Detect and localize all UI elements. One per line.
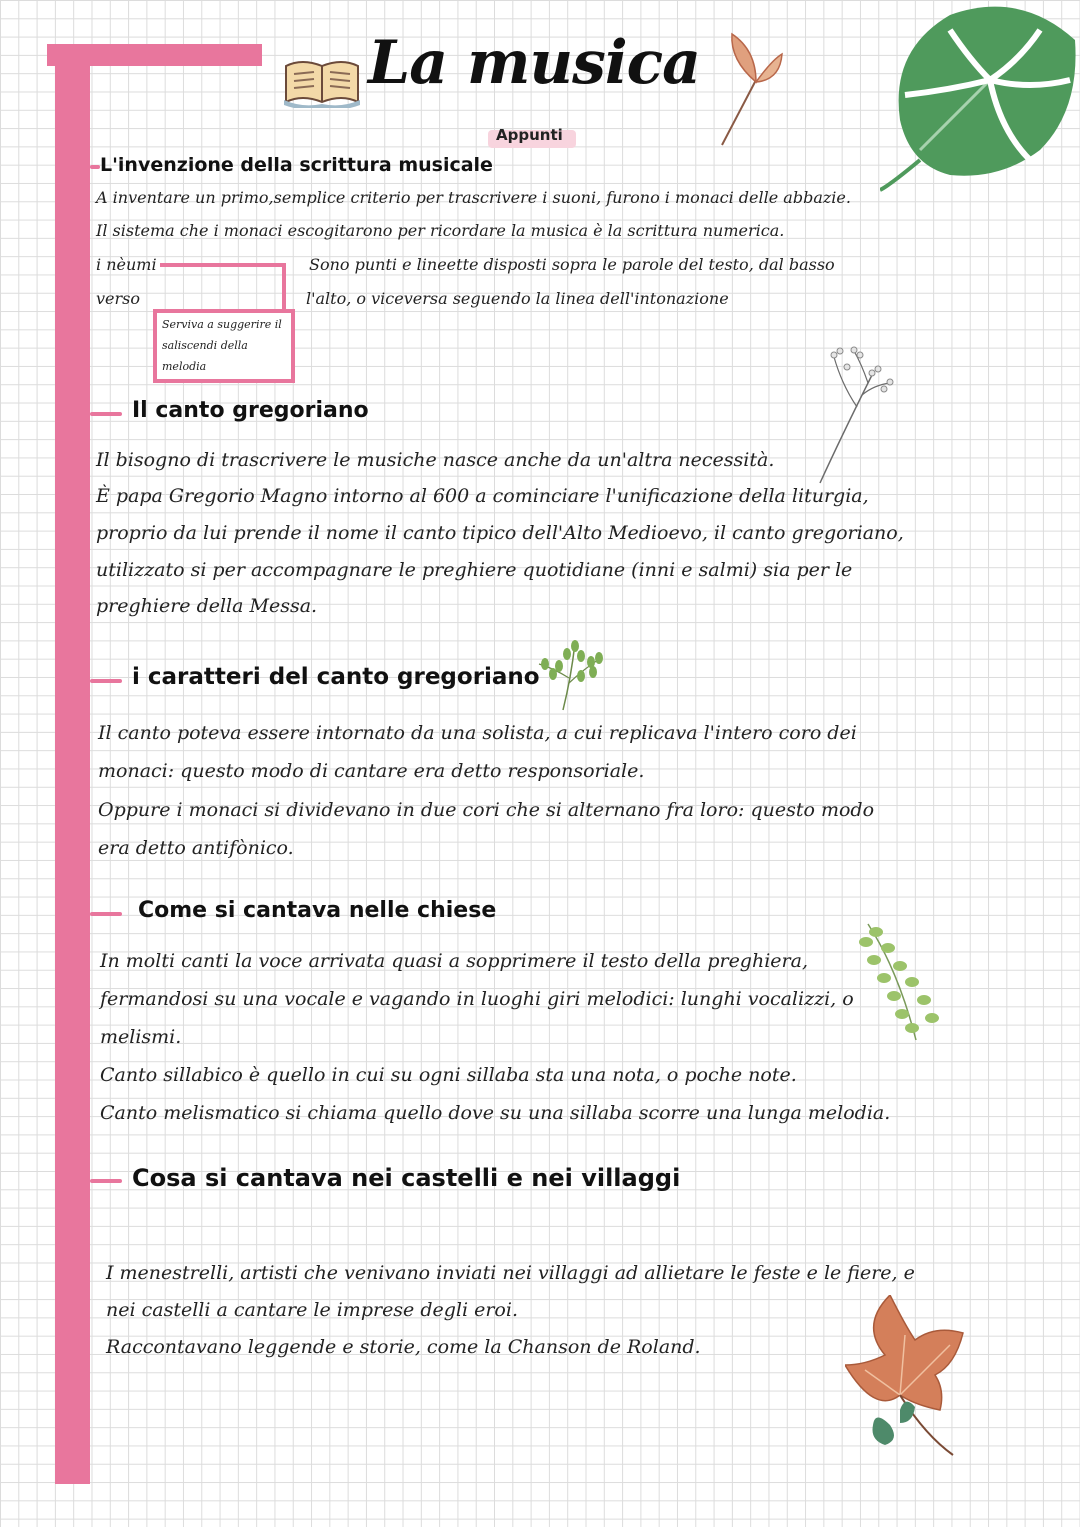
section-2-line-3: proprio da lui prende il nome il canto tipico dell'Alto Medioevo, il canto gregoriano, (96, 522, 904, 544)
section-3-line-4: era detto antifònico. (98, 837, 294, 859)
section-marker (90, 165, 100, 169)
section-2-line-5: preghiere della Messa. (96, 595, 318, 617)
section-3-line-2: monaci: questo modo di cantare era detto responsoriale. (98, 760, 645, 782)
page-title: La musica (368, 28, 701, 98)
margin-bar (55, 44, 90, 1484)
note-line-2: saliscendi della (162, 339, 248, 352)
section-5-line-2: nei castelli a cantare le imprese degli eroi. (106, 1299, 518, 1321)
section-marker (90, 912, 122, 916)
section-heading-5: Cosa si cantava nei castelli e nei villaggi (132, 1164, 681, 1192)
section-heading-3: i caratteri del canto gregoriano (132, 664, 540, 690)
section-1-line-2: Il sistema che i monaci escogitarono per ricordare la musica è la scrittura numerica. (96, 221, 785, 240)
section-marker (90, 412, 122, 416)
term-verso: verso (96, 289, 140, 308)
section-4-line-5: Canto melismatico si chiama quello dove su una sillaba scorre una lunga melodia. (100, 1102, 891, 1124)
section-heading-2: Il canto gregoriano (132, 398, 369, 423)
section-3-line-1: Il canto poteva essere intornato da una solista, a cui replicava l'intero coro dei (98, 722, 857, 744)
green-sprig-icon (535, 638, 605, 713)
section-5-line-3: Raccontavano leggende e storie, come la Chanson de Roland. (106, 1336, 701, 1358)
autumn-leaf-icon (712, 30, 784, 148)
section-5-line-1: I menestrelli, artisti che venivano inviati nei villaggi ad allietare le feste e le fiere, e (106, 1262, 915, 1284)
section-2-line-2: È papa Gregorio Magno intorno al 600 a cominciare l'unificazione della liturgia, (96, 485, 869, 507)
definition-line-1: Sono punti e lineette disposti sopra le parole del testo, dal basso (309, 255, 835, 274)
term-neumi: i nèumi (96, 255, 157, 274)
ivy-leaf-icon (845, 1295, 965, 1460)
margin-top-bar (47, 44, 262, 66)
section-4-line-3: melismi. (100, 1026, 182, 1048)
section-heading-1: L'invenzione della scrittura musicale (100, 154, 493, 176)
section-marker (90, 679, 122, 683)
section-3-line-3: Oppure i monaci si dividevano in due cori che si alternano fra loro: questo modo (98, 799, 875, 821)
section-2-line-4: utilizzato si per accompagnare le preghiere quotidiane (inni e salmi) sia per le (96, 559, 853, 581)
section-4-line-1: In molti canti la voce arrivata quasi a sopprimere il testo della preghiera, (100, 950, 808, 972)
monstera-leaf-icon (880, 0, 1080, 195)
definition-line-2: l'alto, o viceversa seguendo la linea dell'intonazione (306, 289, 729, 308)
open-book-icon (282, 56, 362, 108)
section-heading-4: Come si cantava nelle chiese (138, 898, 497, 923)
page-subtitle: Appunti (496, 126, 563, 144)
section-4-line-4: Canto sillabico è quello in cui su ogni sillaba sta una nota, o poche note. (100, 1064, 797, 1086)
note-line-3: melodia (162, 360, 207, 373)
dry-flower-icon (812, 345, 897, 485)
section-2-line-1: Il bisogno di trascrivere le musiche nasce anche da un'altra necessità. (96, 449, 775, 471)
section-4-line-2: fermandosi su una vocale e vagando in luoghi giri melodici: lunghi vocalizzi, o (100, 988, 854, 1010)
note-line-1: Serviva a suggerire il (162, 318, 282, 331)
section-1-line-1: A inventare un primo,semplice criterio per trascrivere i suoni, furono i monaci delle abbazie. (96, 188, 851, 207)
note-text (162, 314, 282, 377)
section-marker (90, 1179, 122, 1183)
fern-icon (858, 920, 943, 1045)
